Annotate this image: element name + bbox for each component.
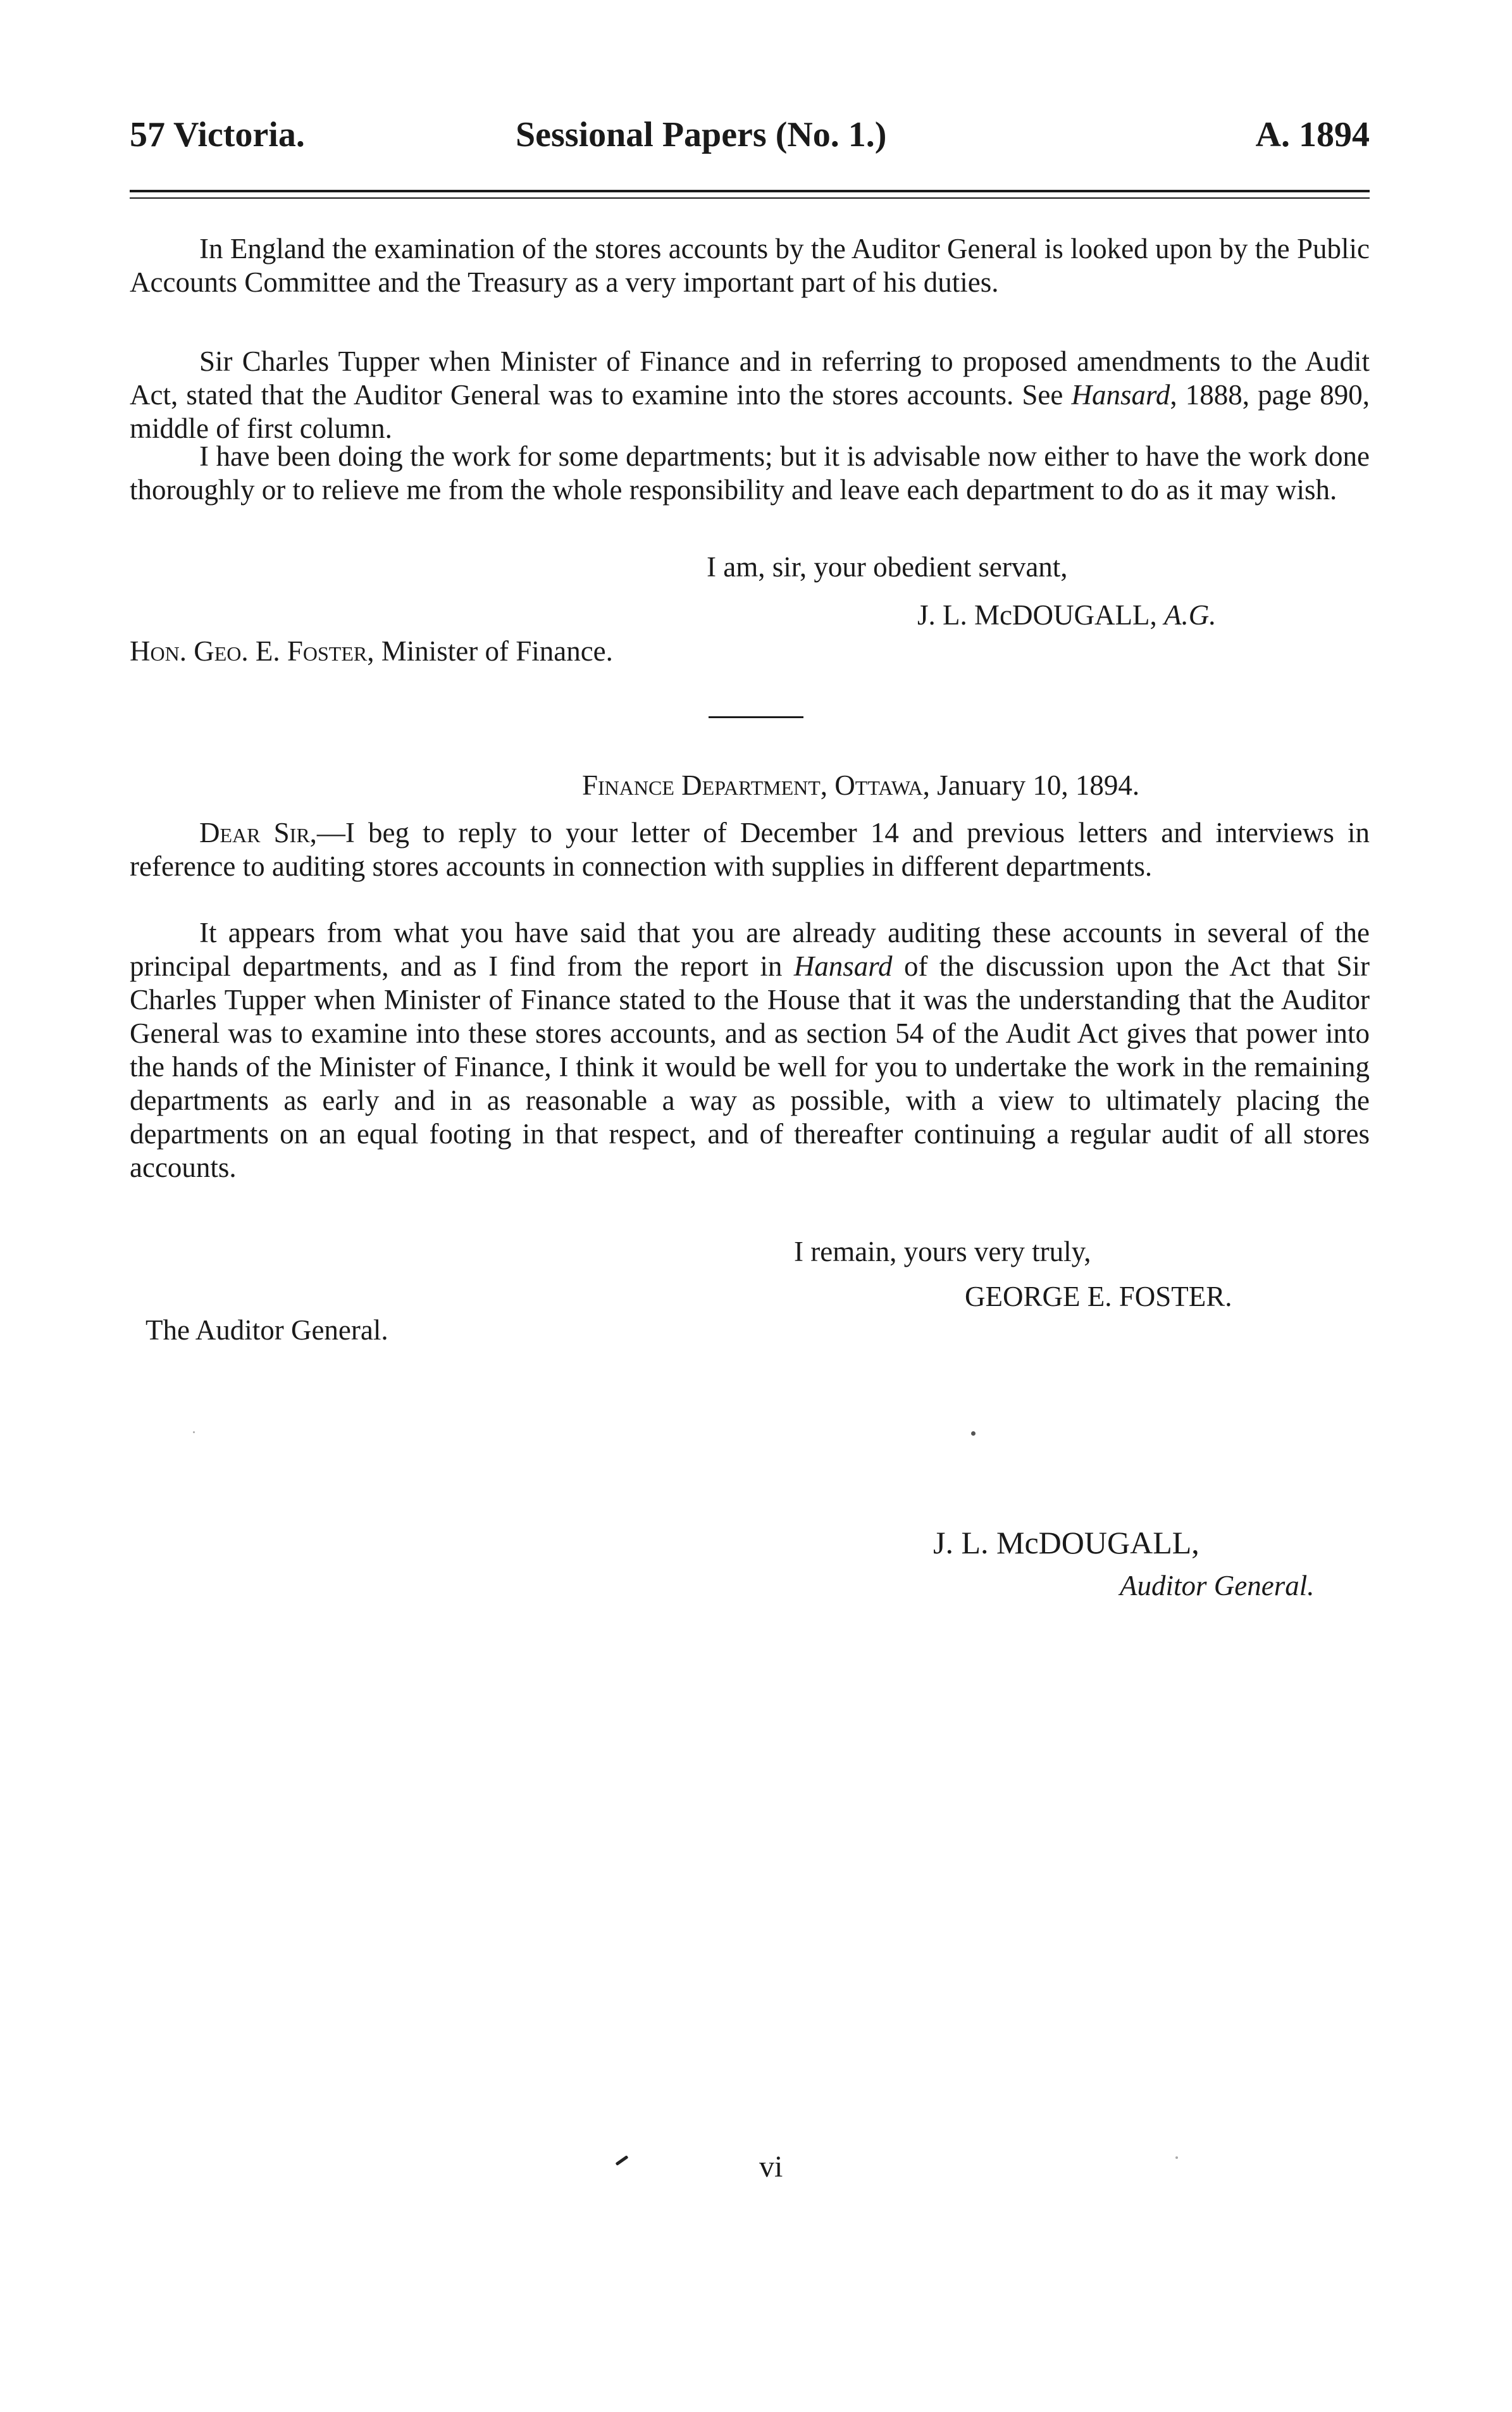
letter1-signature — [917, 599, 1216, 632]
letter2-salutation: Dear Sir, — [199, 817, 317, 849]
letter2-signature: GEORGE E. FOSTER. — [965, 1281, 1232, 1312]
letter1-addressee — [130, 635, 613, 668]
letter2-para1-text: —I beg to reply to your letter of December 14 and previous letters and interviews in reference to auditing stores accounts in connection with supplies in different departments. — [130, 817, 1370, 882]
letter2-closing: I remain, yours very truly, — [794, 1236, 1091, 1267]
letter1-addressee-role: Minister of Finance. — [374, 635, 613, 667]
section-divider — [709, 716, 803, 718]
letter1-addressee-name: Hon. Geo. E. Foster, — [130, 635, 375, 667]
final-signature-name: J. L. McDOUGALL, — [933, 1525, 1199, 1560]
header-rule-thick — [130, 190, 1370, 192]
letter1-signature-name: J. L. McDOUGALL, — [917, 599, 1164, 631]
letter2-addressee: The Auditor General. — [146, 1314, 388, 1346]
scan-speck — [193, 1431, 195, 1433]
letter1-closing: I am, sir, your obedient servant, — [707, 551, 1068, 583]
header-title: Sessional Papers (No. 1.) — [516, 115, 887, 154]
letter1-paragraph-2 — [130, 345, 1370, 445]
letter1-para2-ref: Hansard — [1071, 379, 1170, 411]
letter2-dateline — [582, 769, 1139, 802]
page-header — [130, 113, 1370, 157]
letter2-para2-end: of the discussion upon the Act that Sir Charles Tupper when Minister of Finance stated to the House that it was the understanding that the Auditor General was to examine into these stores accounts, and as section 54 of the Audit Act gives that power into the hands of the Minister of Finance, I think it would be well for you to undertake the work in the remaining departments as early and in as reasonable a way as possible, with a view to ultimately placing the departments on an equal footing in that respect, and of thereafter continuing a regular audit of all stores accounts. — [130, 950, 1370, 1183]
letter1-para2-end: , 1888, page 890, middle of first column. — [130, 379, 1370, 444]
letter2-dateline-dept: Finance Department, Ottawa, — [582, 769, 930, 801]
scan-speck — [971, 1431, 976, 1436]
page-number: vi — [759, 2150, 783, 2184]
letter1-signature-title: A.G. — [1163, 599, 1217, 631]
letter2-para2-ref: Hansard — [793, 950, 893, 982]
final-signature-title: Auditor General. — [1120, 1570, 1315, 1601]
letter1-para1-text: In England the examination of the stores accounts by the Auditor General is looked upon by the Public Accounts Committee and the Treasury as a very important part of his duties. — [130, 233, 1370, 298]
scan-speck — [1175, 2156, 1178, 2159]
letter1-para2-start: Sir Charles Tupper when Minister of Finance and in referring to proposed amendments to the Audit Act, stated that the Auditor General was to examine into the stores accounts. See — [130, 345, 1370, 411]
letter2-para2-start: It appears from what you have said that you are already auditing these accounts in several of the principal departments, and as I find from the report in — [130, 917, 1370, 982]
letter2-paragraph-2 — [130, 916, 1370, 1184]
letter1-paragraph-3 — [130, 440, 1370, 507]
header-year: A. 1894 — [1255, 115, 1370, 154]
letter1-para3-text: I have been doing the work for some departments; but it is advisable now either to have the work done thoroughly or to relieve me from the whole responsibility and leave each department to do as it may wish. — [130, 440, 1370, 506]
letter2-paragraph-1 — [130, 816, 1370, 883]
letter1-paragraph-1 — [130, 232, 1370, 299]
letter2-dateline-date: January 10, 1894. — [929, 769, 1140, 801]
header-rule-thin — [130, 197, 1370, 199]
header-session: 57 Victoria. — [130, 115, 305, 154]
scan-speck — [616, 2155, 629, 2166]
